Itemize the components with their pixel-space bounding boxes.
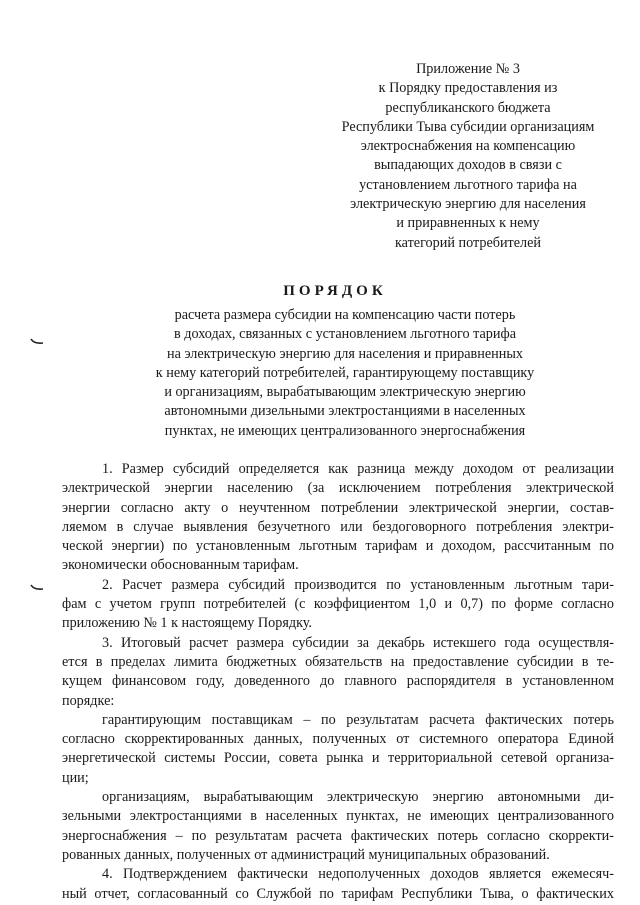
paragraph-line: энергетической системы России, совета рынка и территориальной сетевой организа-: [62, 750, 614, 767]
paragraph-line: фам с учетом групп потребителей (с коэффициентом 1,0 и 0,7) по форме согласно: [62, 596, 614, 613]
paragraph-line: 4. Подтверждением фактически недополученных доходов является ежемесяч-: [102, 866, 614, 883]
document-subtitle: [80, 306, 610, 441]
paragraph-line: кущем финансовом году, доведенного до главного распорядителя в установленном: [62, 673, 614, 690]
paragraph-line: зельными электростанциями в населенных пунктах, не имеющих централизованного: [62, 808, 614, 825]
paragraph-line: рованных данных, полученных от администраций муниципальных образований.: [62, 846, 550, 863]
document-title: ПОРЯДОК: [283, 283, 387, 299]
paragraph-line: приложению № 1 к настоящему Порядку.: [62, 615, 312, 632]
paragraph-line: энергии согласно акту о неучтенном потреблении электрической энергии, состав-: [62, 499, 614, 516]
paragraph-line: ется в пределах лимита бюджетных обязательств на предоставление субсидии в те-: [62, 653, 614, 670]
subtitle-line: на электрическую энергию для населения и приравненных: [167, 345, 523, 362]
appendix-line: установлением льготного тарифа на: [359, 176, 577, 193]
paragraph-line: ции;: [62, 769, 89, 786]
paragraph-line: ляемом в случае выявления безучетного или бездоговорного потребления электри-: [62, 518, 614, 535]
subtitle-line: автономными дизельными электростанциями в населенных: [164, 403, 526, 420]
subtitle-line: к нему категорий потребителей, гарантирующему поставщику: [155, 364, 535, 381]
scan-mark-icon: [30, 584, 44, 592]
paragraph-line: согласно скорректированных данных, полученных от системного оператора Единой: [62, 731, 614, 748]
subtitle-line: расчета размера субсидии на компенсацию части потерь: [174, 307, 516, 323]
paragraph-line: 1. Размер субсидий определяется как разница между доходом от реализации: [102, 461, 614, 477]
paragraph-line: экономически обоснованным тарифам.: [62, 557, 299, 574]
paragraph-line: 3. Итоговый расчет размера субсидии за декабрь истекшего года осуществля-: [102, 634, 614, 651]
paragraph-line: гарантирующим поставщикам – по результатам расчета фактических потерь: [102, 711, 614, 728]
scan-mark-icon: [30, 338, 44, 346]
appendix-header: [318, 60, 618, 253]
appendix-line: и приравненных к нему: [396, 215, 540, 232]
subtitle-line: пунктах, не имеющих централизованного энергоснабжения: [164, 422, 526, 439]
appendix-line: выпадающих доходов в связи с: [374, 157, 562, 174]
subtitle-line: и организациям, вырабатывающим электрическую энергию: [164, 384, 526, 401]
paragraph-line: 2. Расчет размера субсидий производится по установленным льготным тари-: [102, 576, 614, 593]
paragraph-line: энергоснабжения – по результатам расчета фактических потерь согласно скорректи-: [62, 827, 614, 844]
appendix-line: республиканского бюджета: [385, 99, 551, 116]
paragraph-line: организациям, вырабатывающим электрическую энергию автономными ди-: [102, 789, 614, 806]
appendix-line: категорий потребителей: [394, 234, 542, 251]
paragraph-line: ческой энергии) по установленным льготным тарифам и доходом, рассчитанным по: [62, 538, 614, 555]
document-body: [62, 460, 614, 904]
paragraph-line: порядке:: [62, 692, 115, 709]
appendix-line: Республики Тыва субсидии организациям: [341, 118, 595, 135]
paragraph-line: ный отчет, согласованный со Службой по тарифам Республики Тыва, о фактических: [62, 885, 614, 902]
appendix-line: электрическую энергию для населения: [350, 196, 586, 213]
subtitle-line: в доходах, связанных с установлением льготного тарифа: [174, 326, 516, 343]
appendix-line: электроснабжения на компенсацию: [360, 138, 576, 155]
paragraph-line: электрической энергии населению (за исключением потребления электрической: [62, 480, 614, 497]
appendix-line: к Порядку предоставления из: [378, 80, 558, 97]
appendix-line: Приложение № 3: [416, 61, 520, 77]
